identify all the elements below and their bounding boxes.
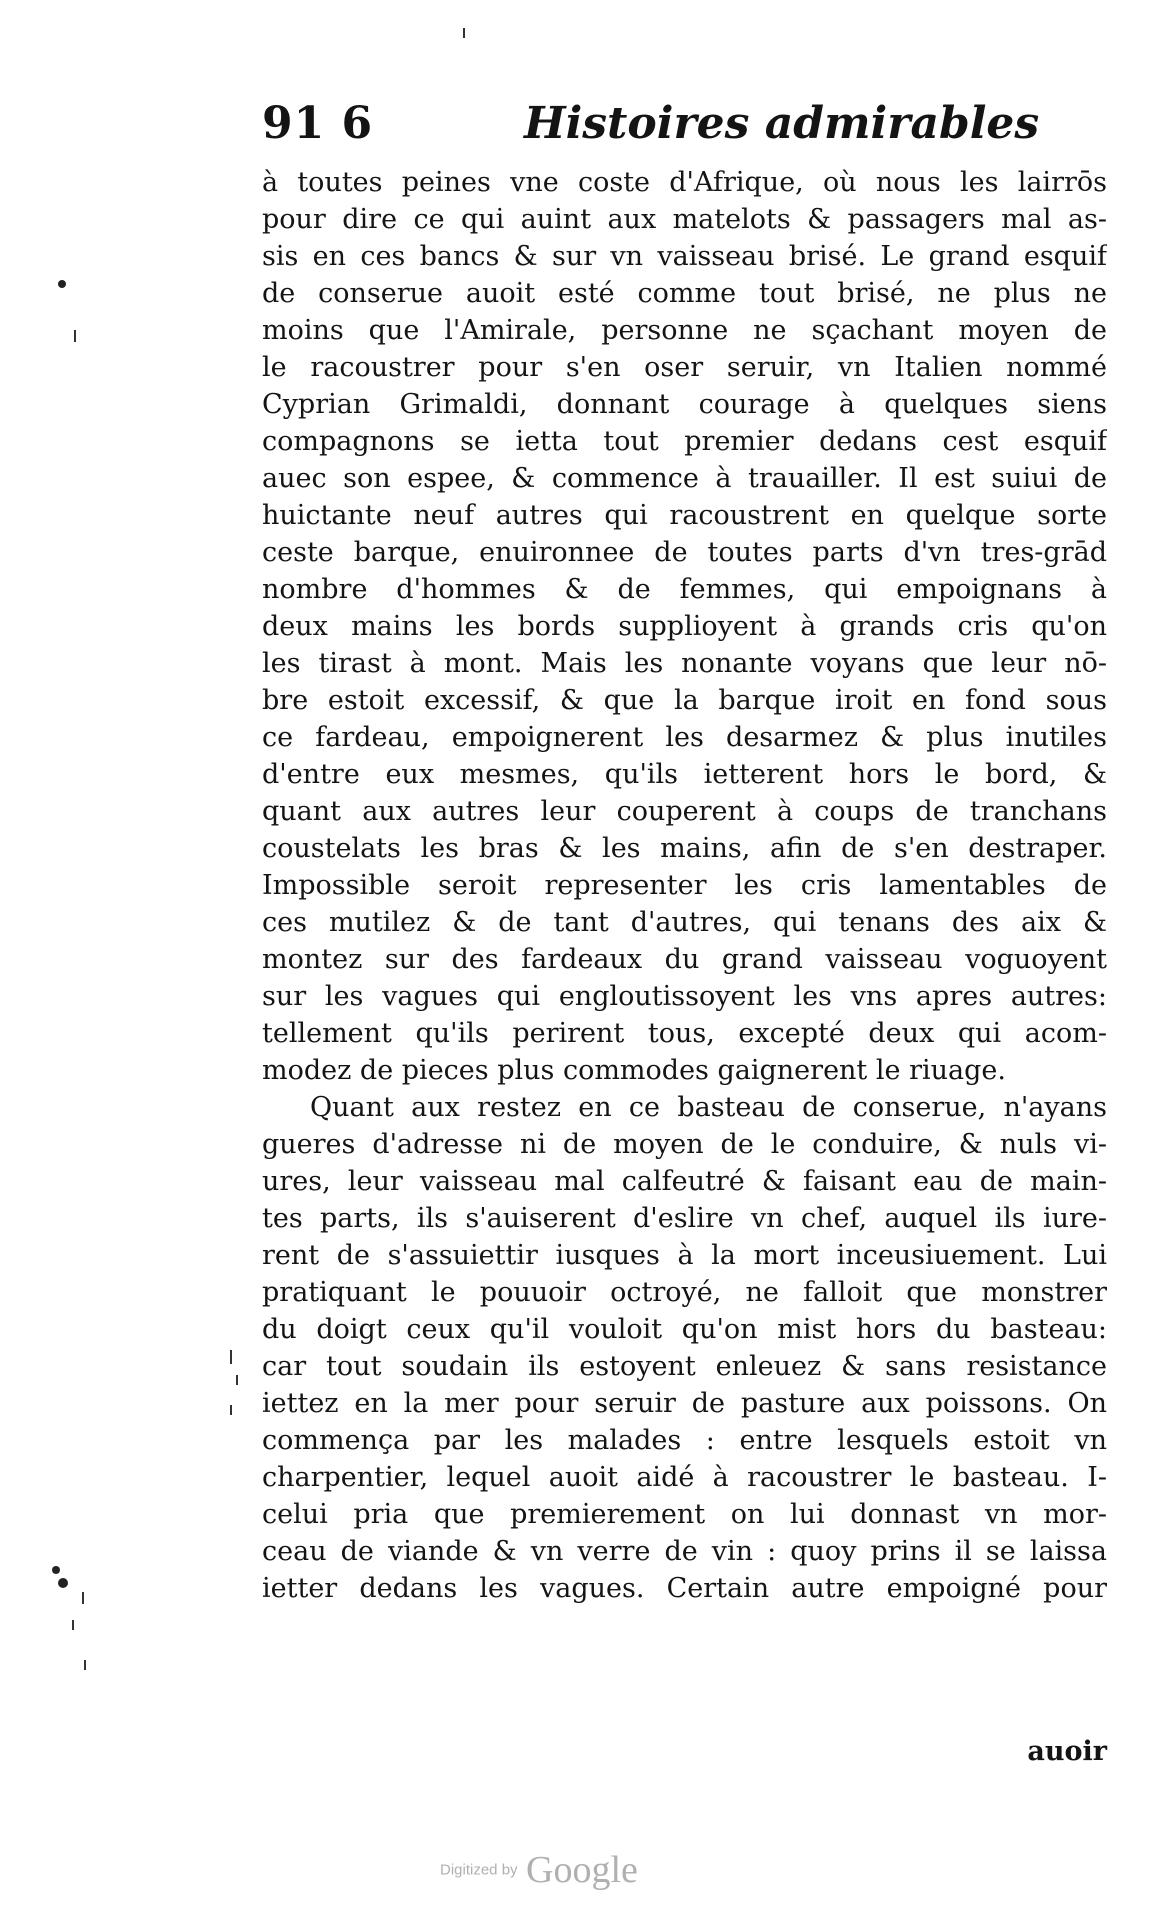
text-line: rent de s'assuiettir iusques à la mort inceusiuement. Lui	[262, 1240, 1107, 1271]
margin-mark	[74, 330, 76, 342]
text-line: du doigt ceux qu'il vouloit qu'on mist hors du basteau:	[262, 1314, 1107, 1345]
text-line: tes parts, ils s'auiserent d'eslire vn chef, auquel ils iure-	[262, 1203, 1107, 1234]
text-line: bre estoit excessif, & que la barque iroit en fond sous	[262, 685, 1107, 716]
text-line: compagnons se ietta tout premier dedans cest esquif	[262, 426, 1107, 457]
text-line: coustelats les bras & les mains, afin de s'en destraper.	[262, 833, 1107, 864]
text-line: sis en ces bancs & sur vn vaisseau brisé. Le grand esquif	[262, 241, 1107, 272]
text-line: nombre d'hommes & de femmes, qui empoignans à	[262, 574, 1107, 605]
margin-mark	[82, 1592, 84, 1604]
margin-mark	[236, 1375, 238, 1385]
text-line: à toutes peines vne coste d'Afrique, où nous les lairrōs	[262, 167, 1107, 198]
text-line: commença par les malades : entre lesquels estoit vn	[262, 1425, 1107, 1456]
text-line: pour dire ce qui auint aux matelots & passagers mal as-	[262, 204, 1107, 235]
margin-mark	[463, 28, 465, 38]
text-line: de conserue auoit esté comme tout brisé, ne plus ne	[262, 278, 1107, 309]
page-header	[262, 98, 1107, 158]
text-line: charpentier, lequel auoit aidé à racoustrer le basteau. I-	[262, 1462, 1107, 1493]
margin-mark	[72, 1620, 74, 1630]
text-line: celui pria que premierement on lui donnast vn mor-	[262, 1499, 1107, 1530]
text-line: deux mains les bords supplioyent à grands cris qu'on	[262, 611, 1107, 642]
watermark-label: Digitized by	[440, 1861, 518, 1879]
margin-mark	[230, 1350, 232, 1364]
running-title: Histoires admirables	[524, 98, 1040, 149]
text-line: huictante neuf autres qui racoustrent en quelque sorte	[262, 500, 1107, 531]
text-line: tellement qu'ils perirent tous, excepté deux qui acom-	[262, 1018, 1107, 1049]
text-line: montez sur des fardeaux du grand vaisseau voguoyent	[262, 944, 1107, 975]
text-line: modez de pieces plus commodes gaignerent le riuage.	[262, 1055, 1006, 1086]
text-line: ietter dedans les vagues. Certain autre empoigné pour	[262, 1573, 1107, 1604]
catchword: auoir	[1027, 1736, 1107, 1767]
text-line: sur les vagues qui engloutissoyent les vns apres autres:	[262, 981, 1107, 1012]
text-line: ce fardeau, empoignerent les desarmez & plus inutiles	[262, 722, 1107, 753]
text-line: le racoustrer pour s'en oser seruir, vn Italien nommé	[262, 352, 1107, 383]
page-number: 91 6	[262, 98, 374, 149]
body-text	[262, 164, 1107, 1607]
margin-mark	[84, 1660, 86, 1670]
text-line: ceste barque, enuironnee de toutes parts d'vn tres-grād	[262, 537, 1107, 568]
text-line: Cyprian Grimaldi, donnant courage à quelques siens	[262, 389, 1107, 420]
text-line: ures, leur vaisseau mal calfeutré & faisant eau de main-	[262, 1166, 1107, 1197]
text-line: moins que l'Amirale, personne ne sçachant moyen de	[262, 315, 1107, 346]
text-line: auec son espee, & commence à trauailler. Il est suiui de	[262, 463, 1107, 494]
margin-speck	[58, 1578, 68, 1588]
text-line: ces mutilez & de tant d'autres, qui tenans des aix &	[262, 907, 1107, 938]
margin-speck	[52, 1566, 60, 1574]
text-line: les tirast à mont. Mais les nonante voyans que leur nō-	[262, 648, 1107, 679]
text-line: ceau de viande & vn verre de vin : quoy prins il se laissa	[262, 1536, 1107, 1567]
text-line: gueres d'adresse ni de moyen de le conduire, & nuls vi-	[262, 1129, 1107, 1160]
text-line: iettez en la mer pour seruir de pasture aux poissons. On	[262, 1388, 1107, 1419]
text-line: car tout soudain ils estoyent enleuez & sans resistance	[262, 1351, 1107, 1382]
text-line: pratiquant le pouuoir octroyé, ne falloit que monstrer	[262, 1277, 1107, 1308]
margin-mark	[230, 1405, 232, 1415]
google-logo: Google	[526, 1849, 638, 1891]
text-line: d'entre eux mesmes, qu'ils ietterent hors le bord, &	[262, 759, 1107, 790]
text-line: Impossible seroit representer les cris lamentables de	[262, 870, 1107, 901]
digitization-watermark	[440, 1848, 638, 1891]
margin-speck	[58, 280, 66, 288]
text-line: quant aux autres leur couperent à coups de tranchans	[262, 796, 1107, 827]
paragraph-start-line: Quant aux restez en ce basteau de conserue, n'ayans	[310, 1092, 1107, 1123]
